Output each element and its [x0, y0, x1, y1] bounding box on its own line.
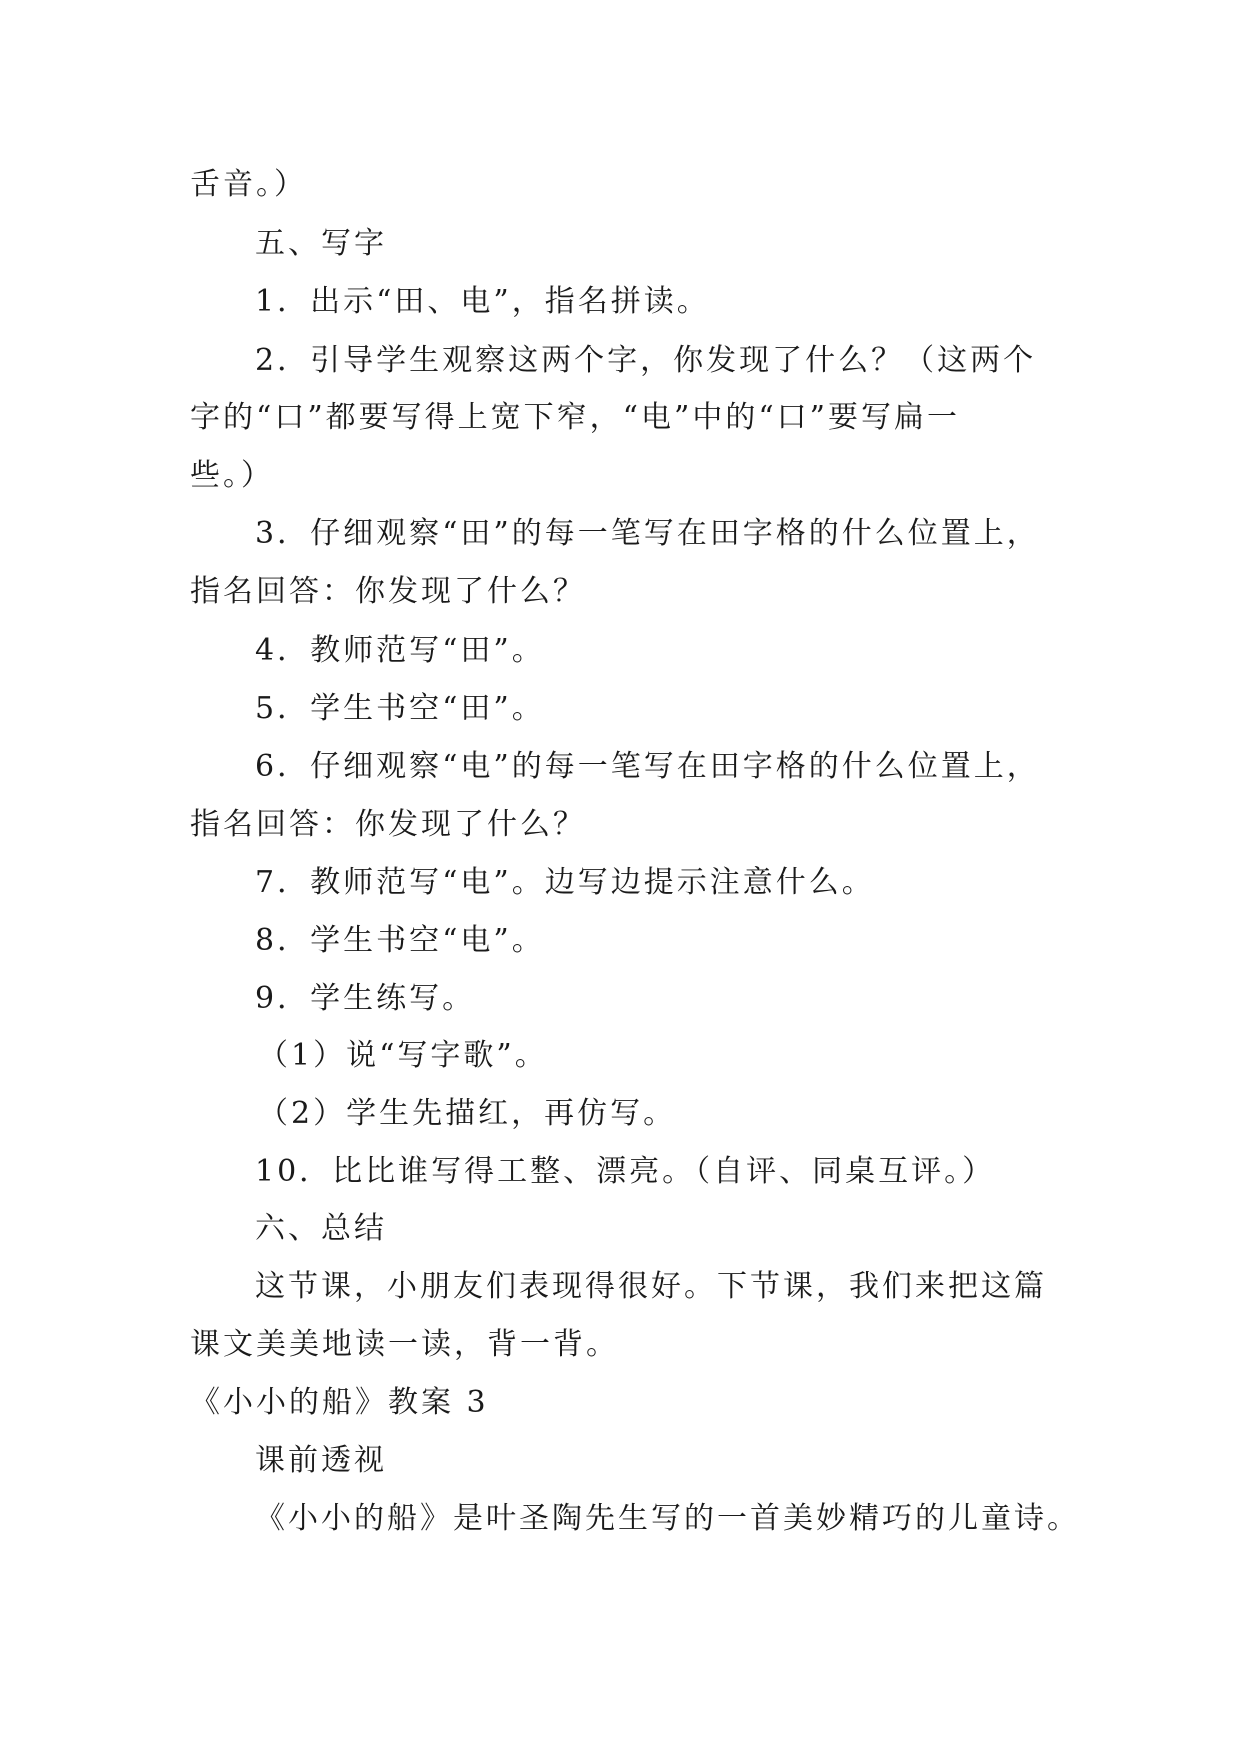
- sub-step-2: （2）学生先描红，再仿写。: [258, 1096, 677, 1131]
- step-3: 3．仔细观察“田”的每一笔写在田字格的什么位置上，: [255, 516, 1040, 551]
- step-6-continued: 指名回答：你发现了什么？: [190, 807, 586, 842]
- summary-paragraph-continued: 课文美美地读一读，背一背。: [190, 1327, 619, 1362]
- section-heading-summary: 六、总结: [255, 1211, 387, 1246]
- step-5: 5．学生书空“田”。: [255, 691, 545, 726]
- step-7: 7．教师范写“电”。边写边提示注意什么。: [255, 865, 875, 900]
- step-4: 4．教师范写“田”。: [255, 633, 545, 668]
- step-3-continued: 指名回答：你发现了什么？: [190, 574, 586, 609]
- sub-step-1: （1）说“写字歌”。: [258, 1038, 548, 1073]
- step-9: 9．学生练写。: [255, 981, 476, 1016]
- section-heading-writing: 五、写字: [255, 226, 387, 261]
- summary-paragraph: 这节课，小朋友们表现得很好。下节课，我们来把这篇: [255, 1269, 1047, 1304]
- preview-paragraph: 《小小的船》是叶圣陶先生写的一首美妙精巧的儿童诗。: [255, 1501, 1080, 1536]
- step-2-end: 些。）: [190, 458, 274, 493]
- text-line-continuation: 舌音。）: [190, 167, 307, 202]
- step-2: 2．引导学生观察这两个字，你发现了什么？（这两个: [255, 343, 1037, 378]
- step-10: 10．比比谁写得工整、漂亮。（自评、同桌互评。）: [255, 1154, 996, 1189]
- step-8: 8．学生书空“电”。: [255, 923, 545, 958]
- lesson-plan-title: 《小小的船》教案 3: [190, 1385, 489, 1420]
- step-2-continued: 字的“口”都要写得上宽下窄，“电”中的“口”要写扁一: [190, 400, 961, 435]
- step-1: 1．出示“田、电”，指名拼读。: [255, 284, 710, 319]
- section-heading-preview: 课前透视: [255, 1443, 387, 1478]
- step-6: 6．仔细观察“电”的每一笔写在田字格的什么位置上，: [255, 749, 1040, 784]
